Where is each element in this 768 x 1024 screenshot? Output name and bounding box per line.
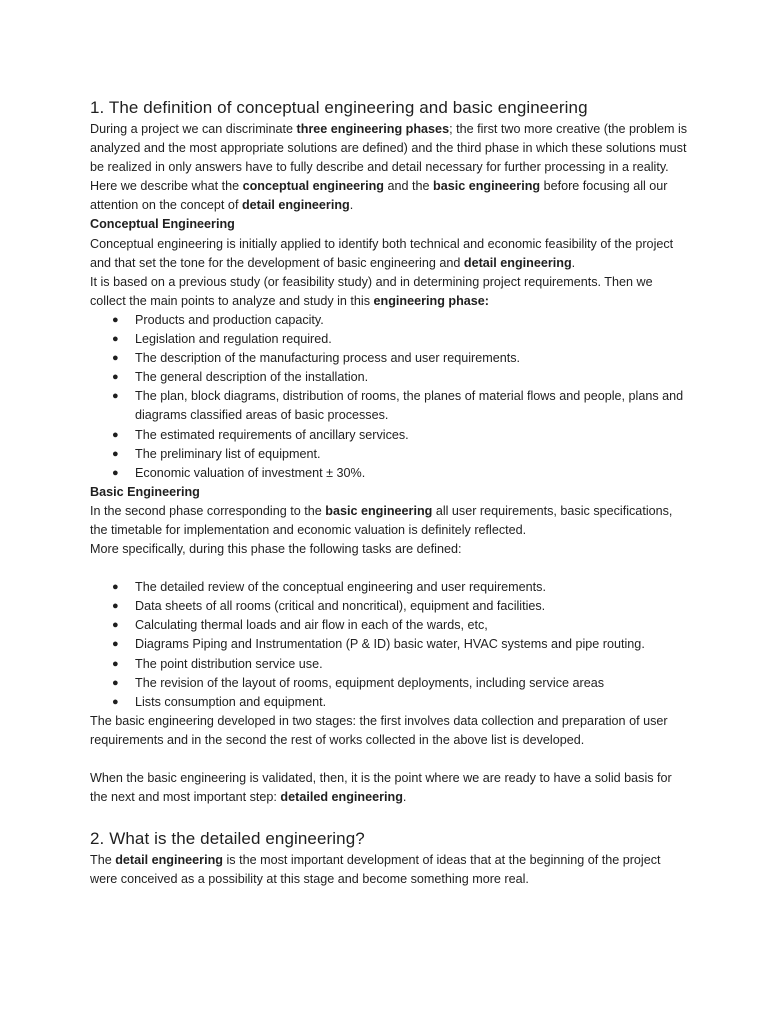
bullet-icon: ● [112, 447, 119, 460]
intro-text-c: ; the first two more creative (the problem is analyzed and the most appropriate solutions are defined) and the third phase in which these solutions must be realized in only answers have to fully describe and detail necessary for further processing in a reality. [90, 122, 688, 175]
desc-text-g: . [349, 198, 354, 213]
list-item-text: Legislation and regulation required. [135, 332, 332, 347]
spacer [90, 559, 690, 578]
document-page [90, 96, 690, 889]
list-item-text: Economic valuation of investment ± 30%. [135, 465, 366, 480]
bullet-icon: ● [112, 333, 119, 346]
bullet-icon: ● [112, 600, 119, 613]
list-item-text: The preliminary list of equipment. [135, 446, 321, 461]
conceptual-engineering-subheading: Conceptual Engineering [90, 217, 235, 232]
list-item [90, 330, 690, 349]
basic-list [90, 578, 690, 712]
description-paragraph [90, 177, 690, 215]
list-item [90, 349, 690, 368]
list-item-text: The estimated requirements of ancillary services. [135, 427, 409, 442]
list-item [90, 368, 690, 387]
desc-bold-detail: detail engineering [241, 198, 350, 213]
list-item-text: The description of the manufacturing process and user requirements. [135, 351, 521, 366]
list-item [90, 597, 690, 616]
bullet-icon: ● [112, 619, 119, 632]
list-item [90, 674, 690, 693]
list-item [90, 311, 690, 330]
list-item [90, 693, 690, 712]
list-item-text: Products and production capacity. [135, 312, 324, 327]
bullet-icon: ● [112, 352, 119, 365]
section-2-paragraph [90, 851, 690, 889]
be-p4-text-c: . [402, 790, 407, 805]
list-item-text: Data sheets of all rooms (critical and noncritical), equipment and facilities. [135, 599, 546, 614]
bullet-icon: ● [112, 676, 119, 689]
desc-text-a: Here we describe what the [90, 179, 243, 194]
list-item [90, 426, 690, 445]
ce-p1-bold-detail: detail engineering [463, 255, 572, 270]
list-item [90, 616, 690, 635]
bullet-icon: ● [112, 695, 119, 708]
list-item-text: The detailed review of the conceptual engineering and user requirements. [135, 580, 546, 595]
section-2-heading [90, 827, 690, 851]
ce-p2-bold-phase: engineering phase: [373, 293, 489, 308]
bullet-icon: ● [112, 371, 119, 384]
conceptual-paragraph-2 [90, 273, 690, 311]
desc-text-e: before focusing all our attention on the concept of [90, 179, 668, 213]
s2-text-a: The [90, 853, 116, 868]
list-item-text: The revision of the layout of rooms, equipment deployments, including service areas [135, 675, 605, 690]
section-1-heading-text: 1. The definition of conceptual engineering and basic engineering [90, 98, 588, 117]
section-2-heading-text: 2. What is the detailed engineering? [90, 829, 365, 849]
intro-paragraph [90, 120, 690, 177]
list-item [90, 464, 690, 483]
bullet-icon: ● [112, 390, 119, 403]
bullet-icon: ● [112, 638, 119, 651]
desc-text-c: and the [383, 179, 433, 194]
list-item [90, 578, 690, 597]
be-p4-text-a: When the basic engineering is validated, then, it is the point where we are ready to have a solid basis for the next and most important step: [90, 771, 672, 805]
intro-text-a: During a project we can discriminate [90, 122, 297, 136]
list-item-text: Calculating thermal loads and air flow in each of the wards, etc, [135, 618, 488, 633]
desc-bold-basic: basic engineering [433, 179, 541, 194]
be-p1-text-a: In the second phase corresponding to the [90, 503, 326, 518]
bullet-icon: ● [112, 313, 119, 326]
basic-paragraph-1 [90, 502, 690, 540]
conceptual-list [90, 311, 690, 483]
be-p4-bold-detailed: detailed engineering [280, 790, 403, 805]
ce-p2-text-a: It is based on a previous study (or feasibility study) and in determining project requirements. Then we collect the main points to analyze and study in this [90, 274, 653, 308]
section-1-heading [90, 96, 690, 120]
list-item-text: The point distribution service use. [135, 656, 323, 671]
list-item-text: The general description of the installation. [135, 370, 369, 385]
s2-bold-detail: detail engineering [115, 853, 223, 868]
ce-p1-text-a: Conceptual engineering is initially applied to identify both technical and economic feasibility of the project and that set the tone for the development of basic engineering and [90, 236, 674, 270]
list-item [90, 655, 690, 674]
list-item [90, 635, 690, 654]
list-item [90, 445, 690, 464]
list-item-text: Lists consumption and equipment. [135, 694, 327, 709]
bullet-icon: ● [112, 428, 119, 441]
bullet-icon: ● [112, 657, 119, 670]
be-p1-bold-basic: basic engineering [325, 503, 433, 518]
intro-bold-phases: three engineering phases [296, 122, 450, 136]
ce-p1-text-c: . [571, 255, 576, 270]
basic-paragraph-3: The basic engineering developed in two stages: the first involves data collection and preparation of user requirements and in the second the rest of works collected in the above list is developed. [90, 713, 668, 747]
list-item [90, 387, 690, 425]
be-p1-text-c: all user requirements, basic specifications, the timetable for implementation and economic valuation is definitely reflected. [90, 503, 673, 537]
bullet-icon: ● [112, 581, 119, 594]
basic-engineering-subheading: Basic Engineering [90, 484, 200, 499]
bullet-icon: ● [112, 466, 119, 479]
spacer [90, 750, 690, 769]
list-item-text: The plan, block diagrams, distribution of rooms, the planes of material flows and people, plans and diagrams classified areas of basic processes. [135, 389, 684, 423]
desc-bold-conceptual: conceptual engineering [242, 179, 384, 194]
basic-paragraph-4 [90, 769, 690, 807]
list-item-text: Diagrams Piping and Instrumentation (P & ID) basic water, HVAC systems and pipe routing. [135, 637, 645, 652]
basic-paragraph-2: More specifically, during this phase the following tasks are defined: [90, 542, 462, 557]
conceptual-paragraph-1 [90, 235, 690, 273]
spacer [90, 807, 690, 827]
s2-text-c: is the most important development of ideas that at the beginning of the project were conceived as a possibility at this stage and become something more real. [90, 853, 661, 887]
